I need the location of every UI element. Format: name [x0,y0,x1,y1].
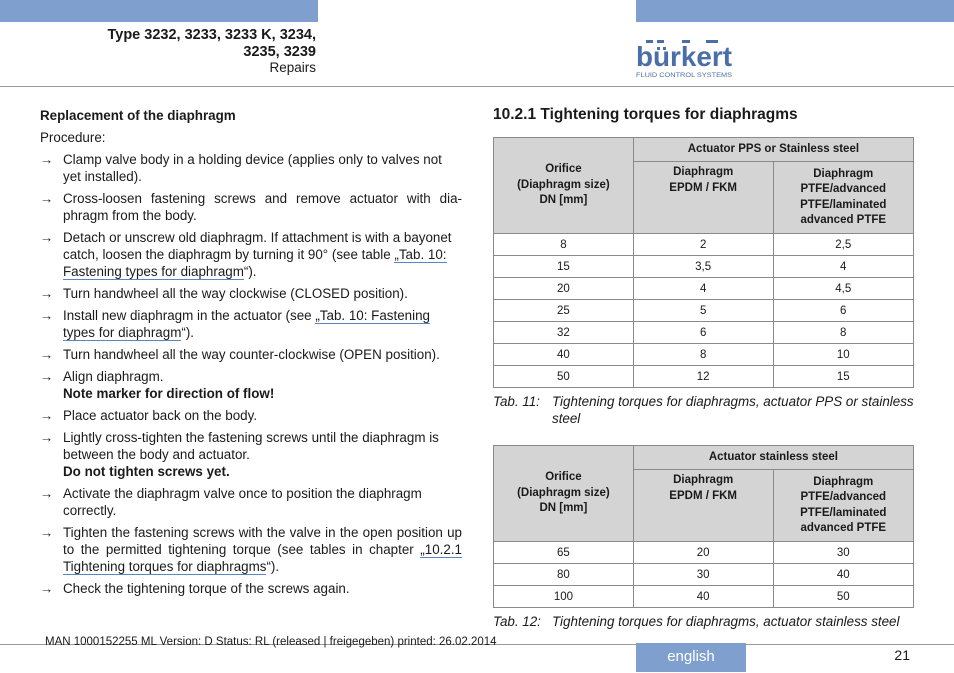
table-caption-11 [493,393,914,427]
table-cell: 65 [494,542,634,564]
cross-reference-link[interactable]: „10.2.1 Tightening torques for diaphragms [63,542,462,574]
page-number: 21 [894,647,910,663]
arrow-icon: → [40,191,54,206]
header-divider [0,86,954,87]
procedure-step [40,580,462,597]
step-text-part: Turn handwheel all the way counter-clockwise (OPEN position). [63,347,440,362]
table-cell: 15 [773,366,913,388]
table-cell: 50 [773,586,913,608]
table-cell: 4 [633,278,773,300]
step-text [63,580,462,597]
step-text-part: “). [181,325,194,340]
procedure-step [40,307,462,341]
table-body [494,542,914,608]
table-cell: 4 [773,256,913,278]
table-cell: 40 [633,586,773,608]
col-epdm-header: Diaphragm EPDM / FKM [633,162,773,234]
torque-table-pps [493,137,914,388]
table-cell: 32 [494,322,634,344]
table-cell: 10 [773,344,913,366]
procedure-step [40,407,462,424]
table-cell: 2 [633,234,773,256]
step-text [63,346,462,363]
arrow-icon: → [40,347,54,362]
table-cell: 3,5 [633,256,773,278]
table-row [494,586,914,608]
step-text [63,368,462,402]
arrow-icon: → [40,152,54,167]
procedure-step [40,151,462,185]
table-cell: 30 [773,542,913,564]
table-cell: 8 [633,344,773,366]
replacement-instructions [40,107,462,602]
table-cell: 20 [494,278,634,300]
col-epdm-header: Diaphragm EPDM / FKM [633,470,773,542]
step-text [63,285,462,302]
procedure-step [40,524,462,575]
table-cell: 30 [633,564,773,586]
table-cell: 50 [494,366,634,388]
table-row [494,300,914,322]
group-header: Actuator stainless steel [633,446,913,470]
procedure-step [40,429,462,480]
table-row [494,278,914,300]
step-text-part: Turn handwheel all the way clockwise (CLOSED position). [63,286,408,301]
procedure-step [40,485,462,519]
step-text [63,229,462,280]
step-note: Do not tighten screws yet. [63,464,230,479]
procedure-label: Procedure: [40,130,106,145]
cross-reference-link[interactable]: „Tab. 10: Fastening types for diaphragm [63,247,447,279]
table-row [494,344,914,366]
procedure-step [40,190,462,224]
table-cell: 25 [494,300,634,322]
step-text-part: Detach or unscrew old diaphragm. If attachment is with a bayonet catch, loosen the diaphragm by turning it 90° (see table [63,230,452,262]
table-row [494,234,914,256]
table-cell: 4,5 [773,278,913,300]
table-cell: 6 [633,322,773,344]
step-text [63,524,462,575]
cross-reference-link[interactable]: „Tab. 10: Fastening types for diaphragm [63,308,430,340]
step-text [63,190,462,224]
torque-table-stainless [493,445,914,608]
table-cell: 12 [633,366,773,388]
table-caption-12 [493,613,914,630]
arrow-icon: → [40,369,54,384]
arrow-icon: → [40,286,54,301]
arrow-icon: → [40,430,54,445]
arrow-icon: → [40,525,54,540]
arrow-icon: → [40,308,54,323]
table-row [494,564,914,586]
table-cell: 6 [773,300,913,322]
document-title [16,27,316,61]
step-text-part: Place actuator back on the body. [63,408,258,423]
burkert-logo [636,40,736,80]
arrow-icon: → [40,230,54,245]
header-bar-left [0,0,318,22]
table-cell: 20 [633,542,773,564]
step-text-part: Check the tightening torque of the screws again. [63,581,350,596]
step-text [63,407,462,424]
language-tab: english [636,643,746,672]
step-text [63,151,462,185]
step-text-part: Tighten the fastening screws with the valve in the open position up to the permitted tightening torque (see tables in chapter [63,525,462,557]
table-cell: 2,5 [773,234,913,256]
step-text [63,485,462,519]
torque-section [493,106,914,630]
procedure-step [40,368,462,402]
title-line-2: 3235, 3239 [243,44,316,60]
table-cell: 8 [494,234,634,256]
caption-text: Tightening torques for diaphragms, actuator stainless steel [552,614,900,629]
title-line-1: Type 3232, 3233, 3233 K, 3234, [107,27,316,43]
table-cell: 100 [494,586,634,608]
procedure-steps [40,151,462,597]
step-text-part: Lightly cross-tighten the fastening screws until the diaphragm is between the body and actuator. [63,430,439,462]
step-text-part: Clamp valve body in a holding device (applies only to valves not yet installed). [63,152,442,184]
svg-text:FLUID CONTROL SYSTEMS: FLUID CONTROL SYSTEMS [636,72,732,79]
arrow-icon: → [40,486,54,501]
col-orifice-header: Orifice (Diaphragm size) DN [mm] [494,446,634,542]
table-row [494,256,914,278]
step-note: Note marker for direction of flow! [63,386,275,401]
procedure-step [40,346,462,363]
caption-label: Tab. 11: [493,394,540,409]
step-text-part: “). [243,264,257,279]
instructions-heading: Replacement of the diaphragm [40,108,236,123]
table-cell: 80 [494,564,634,586]
col-ptfe-header: Diaphragm PTFE/advanced PTFE/laminated advanced PTFE [773,162,913,234]
header-bar-right [636,0,954,22]
svg-text:bürkert: bürkert [636,41,732,72]
procedure-step [40,229,462,280]
arrow-icon: → [40,581,54,596]
table-body [494,234,914,388]
caption-text: Tightening torques for diaphragms, actuator PPS or stainless steel [552,394,914,426]
step-text-part: “). [266,559,280,574]
group-header: Actuator PPS or Stainless steel [633,138,913,162]
table-row [494,366,914,388]
step-text-part: Align diaphragm. [63,369,164,384]
step-text [63,307,462,341]
section-name: Repairs [269,60,316,75]
col-orifice-header: Orifice (Diaphragm size) DN [mm] [494,138,634,234]
step-text-part: Activate the diaphragm valve once to position the diaphragm correctly. [63,486,422,518]
step-text-part: Install new diaphragm in the actuator (see [63,308,316,323]
step-text-part: Cross-loosen fastening screws and remove actuator with dia-phragm from the body. [63,191,462,223]
document-info: MAN 1000152255 ML Version: D Status: RL (released | freigegeben) printed: 26.02.2014 [45,636,497,648]
table-cell: 40 [773,564,913,586]
col-ptfe-header: Diaphragm PTFE/advanced PTFE/laminated advanced PTFE [773,470,913,542]
table-cell: 5 [633,300,773,322]
section-title: 10.2.1 Tightening torques for diaphragms [493,106,798,123]
procedure-step [40,285,462,302]
caption-label: Tab. 12: [493,614,541,629]
arrow-icon: → [40,408,54,423]
step-text [63,429,462,480]
table-row [494,542,914,564]
table-cell: 8 [773,322,913,344]
table-row [494,322,914,344]
table-cell: 15 [494,256,634,278]
table-cell: 40 [494,344,634,366]
